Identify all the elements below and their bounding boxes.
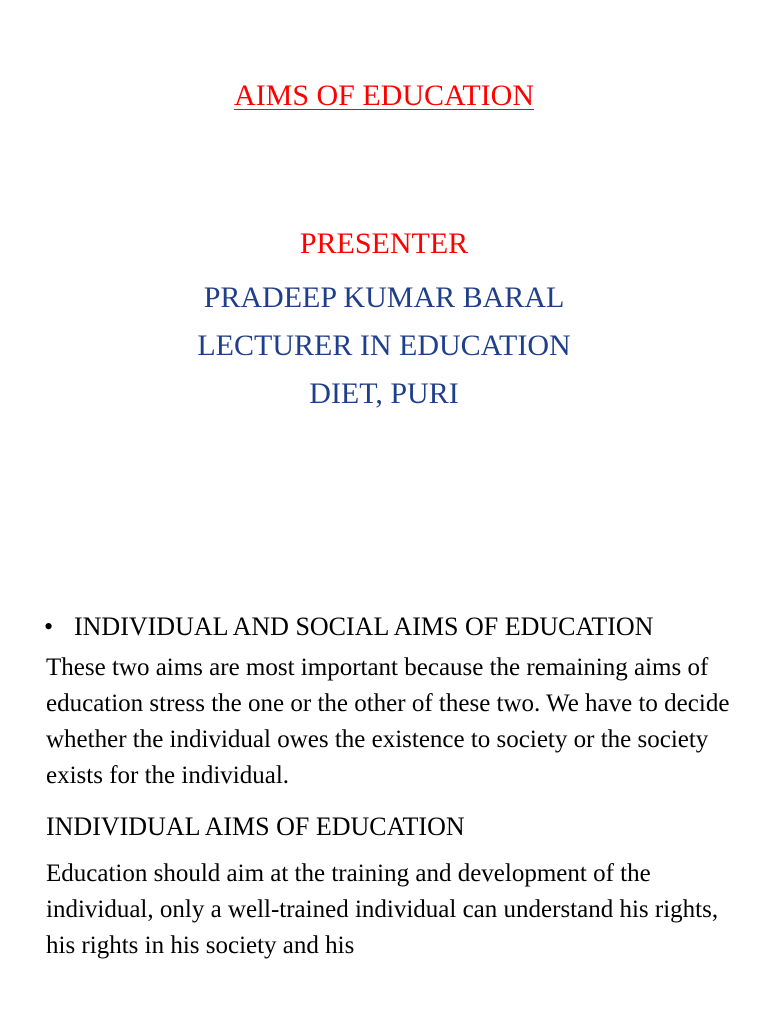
presenter-org: DIET, PURI	[309, 377, 459, 410]
bullet-icon: •	[44, 612, 54, 641]
paragraph-intro: These two aims are most important because the remaining aims of education stress the one or the other of these two. We have to decide whether the individual owes the existence to society or the society exists for the individual.	[46, 654, 730, 789]
bullet-item	[0, 610, 694, 644]
presenter-role: LECTURER IN EDUCATION	[197, 329, 571, 362]
presenter-block	[0, 224, 768, 418]
presenter-name: PRADEEP KUMAR BARAL	[203, 281, 565, 314]
paragraph-individual-aims: Education should aim at the training and development of the individual, only a well-trained individual can understand his rights, his rights in his society and his	[46, 860, 719, 959]
presenter-label: PRESENTER	[299, 227, 469, 260]
content-section	[0, 610, 768, 964]
section-subheading: INDIVIDUAL AIMS OF EDUCATION	[46, 812, 465, 841]
document-title: AIMS OF EDUCATION	[233, 79, 534, 112]
bullet-heading: INDIVIDUAL AND SOCIAL AIMS OF EDUCATION	[74, 612, 654, 641]
